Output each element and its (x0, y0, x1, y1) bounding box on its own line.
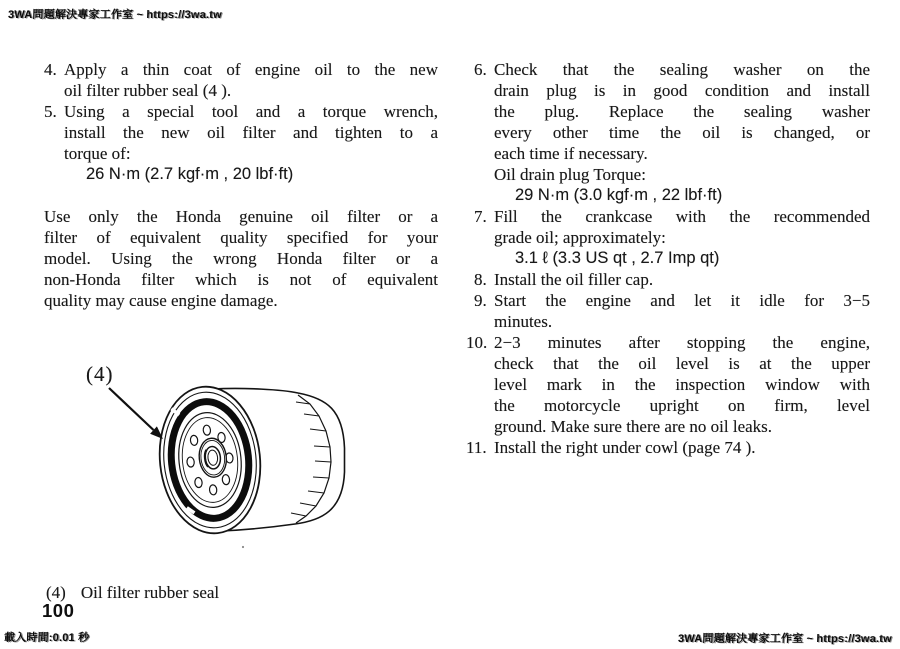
text-line: Use only the Honda genuine oil filter or a (44, 207, 438, 226)
oil-capacity-spec: 3.1 ℓ (3.3 US qt , 2.7 Imp qt) (515, 249, 720, 267)
scan-speck (242, 546, 244, 548)
text-line (466, 437, 870, 458)
text-line: every other time the oil is changed, or (494, 123, 870, 142)
oil-filter-figure (60, 358, 360, 558)
step-text: Apply a thin coat of engine oil to the new (64, 60, 438, 79)
step-number: 11. (466, 438, 487, 457)
left-column (44, 59, 438, 311)
text-line: minutes. (494, 312, 553, 331)
step-9 (466, 290, 870, 332)
right-column (466, 59, 870, 458)
step-number: 10. (466, 333, 488, 352)
text-line: non-Honda filter which is not of equivalent (44, 270, 438, 289)
step-number: 5. (44, 102, 57, 121)
text-line (466, 59, 870, 80)
step-number: 4. (44, 60, 57, 79)
text-line: model. Using the wrong Honda filter or a (44, 249, 438, 268)
text-line: ground. Make sure there are no oil leaks. (494, 417, 773, 436)
text-line (466, 269, 870, 290)
step-text: Check that the sealing washer on the (494, 60, 870, 79)
torque-label: Oil drain plug Torque: (494, 165, 646, 184)
step-text: Fill the crankcase with the recommended (494, 207, 870, 226)
step-6 (466, 59, 870, 206)
caption-text: Oil filter rubber seal (80, 583, 220, 602)
step-5 (44, 101, 438, 185)
text-line: oil filter rubber seal (4 ). (64, 81, 232, 100)
step-number: 6. (474, 60, 487, 79)
step-4 (44, 59, 438, 101)
step-text: Install the right under cowl (page 74 ). (494, 438, 756, 457)
text-line (44, 59, 438, 80)
text-line: grade oil; approximately: (494, 228, 666, 247)
watermark-bottom-left: 載入時間:0.01 秒 (3, 632, 90, 644)
text-line (466, 206, 870, 227)
text-line: quality may cause engine damage. (44, 291, 278, 310)
step-text: Start the engine and let it idle for 3−5 (494, 291, 870, 310)
step-11 (466, 437, 870, 458)
text-line: install the new oil filter and tighten to a (64, 123, 438, 142)
text-line: the motorcycle upright on firm, level (494, 396, 870, 415)
step-7 (466, 206, 870, 269)
text-line: each time if necessary. (494, 144, 648, 163)
figure-callout-4: (4) (86, 362, 114, 386)
text-line: torque of: (64, 144, 131, 163)
step-text: 2−3 minutes after stopping the engine, (494, 333, 870, 352)
text-line: level mark in the inspection window with (494, 375, 870, 394)
step-10 (466, 332, 870, 437)
watermark-top: 3WA問題解決專家工作室 ~ https://3wa.tw (7, 9, 223, 21)
text-line: filter of equivalent quality specified for your (44, 228, 438, 247)
step-number: 7. (474, 207, 487, 226)
text-line: check that the oil level is at the upper (494, 354, 870, 373)
caption-label: (4) (46, 583, 66, 602)
torque-spec: 29 N·m (3.0 kgf·m , 22 lbf·ft) (515, 186, 723, 204)
callout-arrow (109, 388, 154, 430)
text-line: the plug. Replace the sealing washer (494, 102, 870, 121)
step-text: Using a special tool and a torque wrench, (64, 102, 438, 121)
text-line (466, 332, 870, 353)
text-line: drain plug is in good condition and install (494, 81, 870, 100)
step-number: 8. (474, 270, 487, 289)
step-8 (466, 269, 870, 290)
page-number: 100 (42, 600, 75, 621)
step-text: Install the oil filler cap. (494, 270, 654, 289)
text-line (44, 101, 438, 122)
text-line (466, 290, 870, 311)
torque-spec: 26 N·m (2.7 kgf·m , 20 lbf·ft) (86, 165, 294, 183)
watermark-bottom-right: 3WA問題解決專家工作室 ~ https://3wa.tw (677, 633, 893, 645)
filter-warning-note (44, 206, 438, 311)
step-number: 9. (474, 291, 487, 310)
